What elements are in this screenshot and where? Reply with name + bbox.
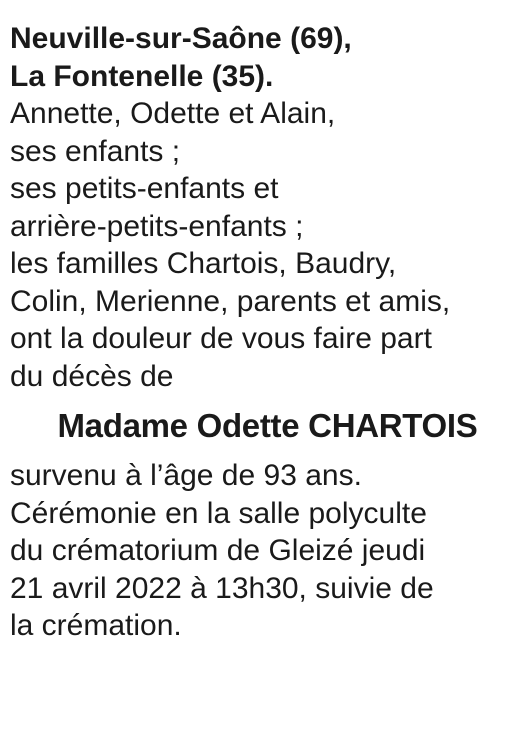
announcement-line: ont la douleur de vous faire part: [10, 322, 432, 355]
obituary-notice: [10, 20, 525, 645]
deceased-name: Madame Odette CHARTOIS: [57, 407, 478, 444]
announcement-line: ses enfants ;: [10, 134, 181, 168]
announcement-line: les familles Chartois, Baudry,: [10, 247, 397, 280]
details-line: Cérémonie en la salle polyculte: [10, 496, 427, 530]
location-heading-line-1: Neuville-sur-Saône (69),: [10, 22, 352, 55]
details-line: 21 avril 2022 à 13h30, suivie de: [10, 571, 434, 605]
location-heading-line-2: La Fontenelle (35).: [10, 59, 274, 93]
announcement-line: du décès de: [10, 359, 174, 393]
announcement-line: Colin, Merienne, parents et amis,: [10, 284, 451, 318]
details-line: survenu à l’âge de 93 ans.: [10, 459, 362, 492]
announcement-line: Annette, Odette et Alain,: [10, 97, 336, 130]
details-line: la crémation.: [10, 609, 182, 642]
announcement-line: ses petits-enfants et: [10, 172, 279, 205]
announcement-line: arrière-petits-enfants ;: [10, 209, 304, 243]
details-line: du crématorium de Gleizé jeudi: [10, 534, 426, 567]
